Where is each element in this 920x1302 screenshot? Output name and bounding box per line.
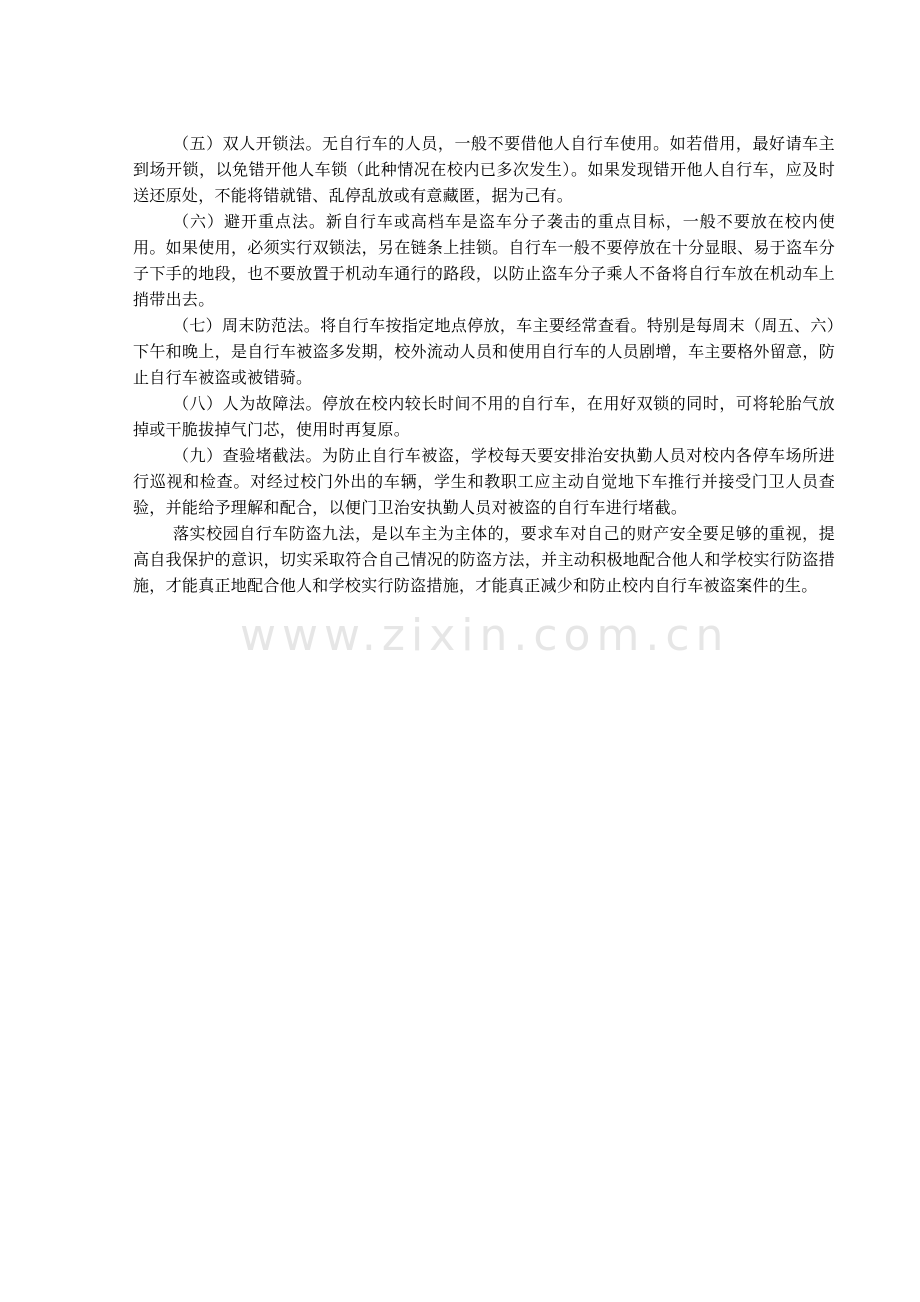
paragraph-7-weekend-prevention: （七）周末防范法。将自行车按指定地点停放，车主要经常查看。特别是每周末（周五、六）下午和晚上，是自行车被盗多发期，校外流动人员和使用自行车的人员剧增，车主要格外留意，防止自行车被盗或被错骑。	[133, 316, 835, 387]
paragraph-5-two-person-unlock: （五）双人开锁法。无自行车的人员，一般不要借他人自行车使用。如若借用，最好请车主到场开锁，以免错开他人车锁（此种情况在校内已多次发生）。如果发现错开他人自行车，应及时送还原处，不能将错就错、乱停乱放或有意藏匿，据为己有。	[133, 134, 835, 205]
paragraph-6-avoid-key-targets: （六）避开重点法。新自行车或高档车是盗车分子袭击的重点目标，一般不要放在校内使用。如果使用，必须实行双锁法，另在链条上挂锁。自行车一般不要停放在十分显眼、易于盗车分子下手的地段，也不要放置于机动车通行的路段，以防止盗车分子乘人不备将自行车放在机动车上捎带出去。	[133, 212, 835, 309]
paragraph-9-inspection-interception: （九）查验堵截法。为防止自行车被盗，学校每天要安排治安执勤人员对校内各停车场所进行巡视和检查。对经过校门外出的车辆，学生和教职工应主动自觉地下车推行并接受门卫人员查验，并能给予理解和配合，以便门卫治安执勤人员对被盗的自行车进行堵截。	[133, 446, 835, 517]
document-body	[133, 131, 835, 599]
paragraph-8-artificial-fault: （八）人为故障法。停放在校内较长时间不用的自行车，在用好双锁的同时，可将轮胎气放掉或干脆拔掉气门芯，使用时再复原。	[133, 394, 835, 439]
paragraph-conclusion: 落实校园自行车防盗九法，是以车主为主体的，要求车对自己的财产安全要足够的重视，提高自我保护的意识，切实采取符合自己情况的防盗方法，并主动积极地配合他人和学校实行防盗措施，才能真正地配合他人和学校实行防盗措施，才能真正减少和防止校内自行车被盗案件的生。	[133, 524, 835, 595]
watermark: www.zixin.com.cn	[240, 610, 730, 661]
